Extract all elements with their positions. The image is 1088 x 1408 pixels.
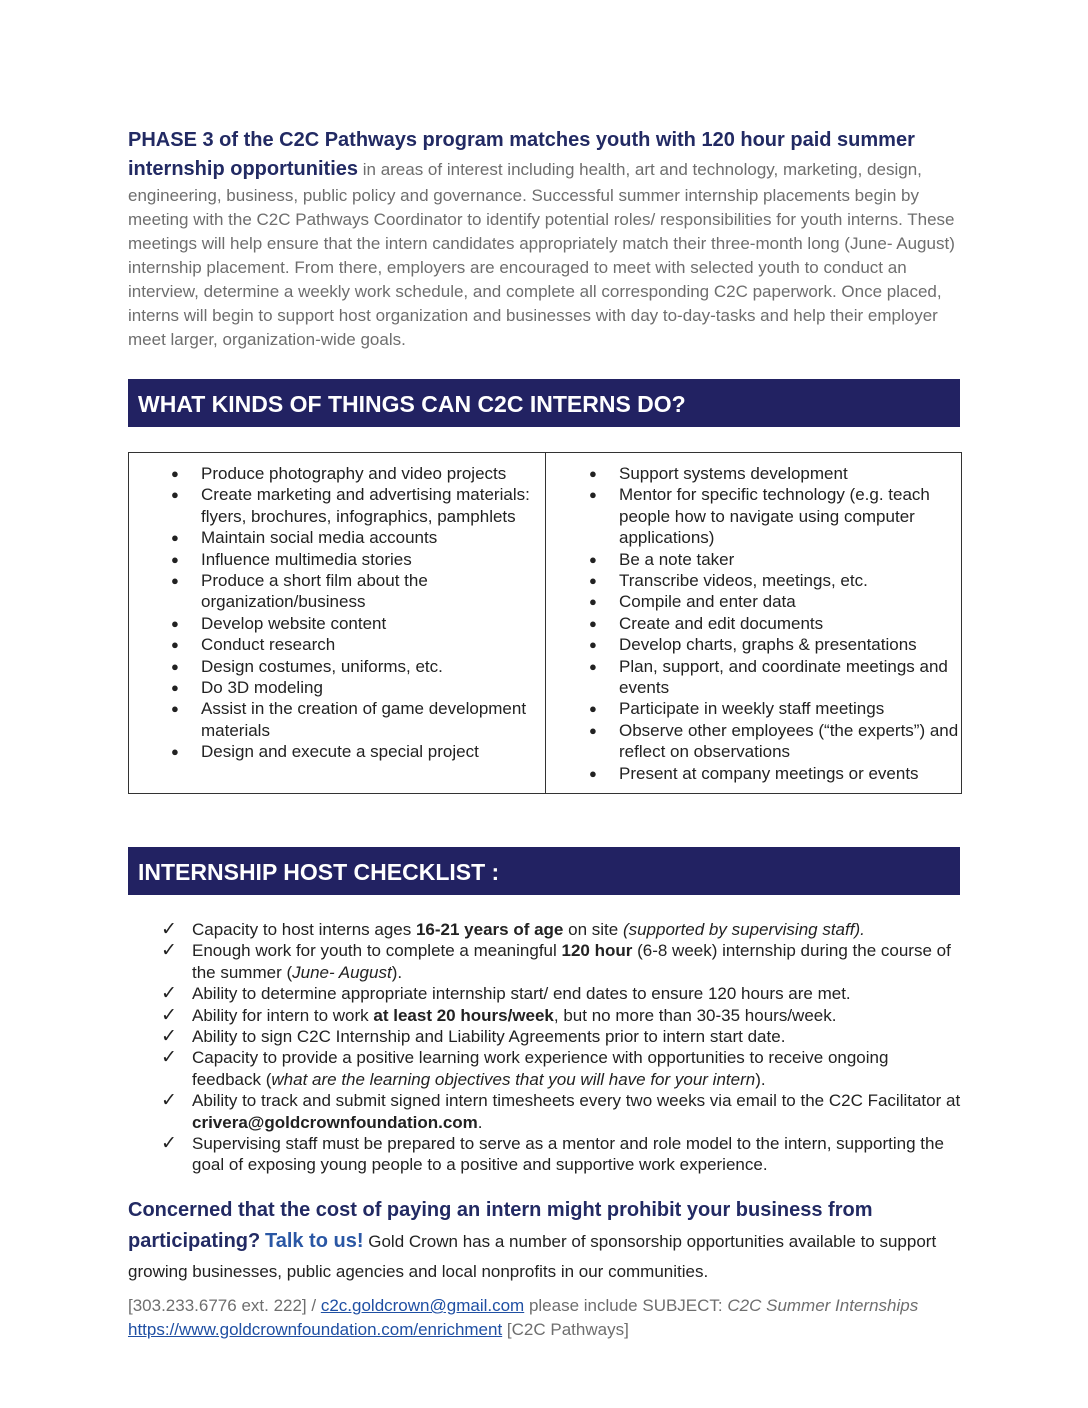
task-item: ● Plan, support, and coordinate meetings and events [589,656,948,698]
task-item: ● Conduct research [171,635,336,655]
task-item: ● Design and execute a special project [171,742,479,762]
task-item: ● Create marketing and advertising materials: flyers, brochures, infographics, pamphlets [171,485,530,526]
tasks-left-column [129,463,545,763]
task-item: ● Develop charts, graphs & presentations [589,635,917,655]
task-item: ● Produce a short film about the organization/business [171,571,428,612]
concern-body: Gold Crown has a number of sponsorship opportunities available to support growing businesses, public agencies and local nonprofits in our communities. [128,1232,937,1281]
bullet-dot-icon: ● [171,680,179,696]
contact-phone: [303.233.6776 ext. 222] / [128,1296,321,1315]
task-item: ● Develop website content [171,613,387,633]
task-item: ● Create and edit documents [589,613,824,633]
checklist-item: ✓ Ability to track and submit signed intern timesheets every two weeks via email to the C2C Facilitator at crivera@goldcrownfoundation.com. [161,1090,961,1132]
table-divider [545,453,546,793]
tasks-table [128,452,962,794]
bullet-dot-icon: ● [589,765,597,781]
checklist-item: ✓ Capacity to host interns ages 16-21 years of age on site (supported by supervising staff). [161,919,865,940]
checklist-item: ✓ Ability for intern to work at least 20 hours/week, but no more than 30-35 hours/week. [161,1004,837,1026]
checkmark-icon: ✓ [161,1026,177,1048]
task-item: ● Design costumes, uniforms, etc. [171,656,443,676]
contact-info: [303.233.6776 ext. 222] / c2c.goldcrown@gmail.com please include SUBJECT: C2C Summer Internships https://www.goldcrownfoundation.com/enrichment [C2C Pathways] [128,1296,919,1339]
section-banner-interns: WHAT KINDS OF THINGS CAN C2C INTERNS DO? [128,379,960,427]
bullet-dot-icon: ● [171,701,179,717]
bullet-dot-icon: ● [589,487,597,503]
talk-to-us: Talk to us! [264,1230,364,1252]
task-item: ● Observe other employees (“the experts”) and reflect on observations [589,720,959,762]
tasks-right-column [547,463,961,784]
task-item: ● Produce photography and video projects [171,464,507,483]
checkmark-icon: ✓ [161,1090,177,1112]
section-banner-checklist: INTERNSHIP HOST CHECKLIST : [128,847,960,895]
checklist-item: ✓ Enough work for youth to complete a meaningful 120 hour (6-8 week) internship during the course of the summer (June- August). [161,940,951,982]
phase-lead: PHASE 3 of the C2C Pathways program matches youth with 120 hour paid summer internship opportunities [128,129,915,180]
bullet-dot-icon: ● [171,637,179,653]
checklist-item: ✓ Capacity to provide a positive learning work experience with opportunities to receive ongoing feedback (what are the learning objectives that you will have for your intern). [161,1047,889,1089]
checkmark-icon: ✓ [161,919,177,940]
task-item: ● Compile and enter data [589,592,796,612]
checklist-item: ✓ Ability to sign C2C Internship and Liability Agreements prior to intern start date. [161,1026,786,1048]
bullet-dot-icon: ● [171,658,179,674]
task-item: ● Influence multimedia stories [171,549,412,569]
bullet-dot-icon: ● [171,551,179,567]
bullet-dot-icon: ● [589,573,597,589]
task-item: ● Assist in the creation of game development materials [171,699,527,740]
bullet-dot-icon: ● [589,658,597,674]
checkmark-icon: ✓ [161,1133,177,1155]
bullet-dot-icon: ● [171,615,179,631]
task-item: ● Maintain social media accounts [171,528,438,548]
concern-question: Concerned that the cost of paying an intern might prohibit your business from participating? [128,1199,873,1252]
checkmark-icon: ✓ [161,1047,177,1069]
intro-body: in areas of interest including health, art and technology, marketing, design, engineering, business, public policy and governance. Successful summer internship placements begin by meeting with the C2C Pathways Coordinator to identify potential roles/ responsibilities for youth interns. These meetings will help ensure that the intern candidates appropriately match their three-month long (June- August) internship placement. From there, employers are encouraged to meet with selected youth to conduct an interview, determine a weekly work schedule, and complete all corresponding C2C paperwork. Once placed, interns will begin to support host organization and businesses with day to-day-tasks and help their employer meet larger, organization-wide goals. [128,160,955,349]
checkmark-icon: ✓ [161,940,177,962]
email-link[interactable]: c2c.goldcrown@gmail.com [320,1296,525,1315]
bullet-dot-icon: ● [589,594,597,610]
task-item: ● Present at company meetings or events [589,763,919,783]
intro-paragraph [128,126,962,352]
bullet-dot-icon: ● [171,487,179,503]
bullet-dot-icon: ● [589,615,597,631]
task-item: ● Support systems development [589,464,848,483]
task-item: ● Participate in weekly staff meetings [589,699,885,719]
checkmark-icon: ✓ [161,1004,177,1026]
bullet-dot-icon: ● [589,637,597,653]
sponsorship-paragraph [128,1195,962,1287]
bullet-dot-icon: ● [589,466,597,481]
website-link[interactable]: https://www.goldcrownfoundation.com/enrichment [128,1320,503,1339]
task-item: ● Do 3D modeling [171,678,323,698]
bullet-dot-icon: ● [589,551,597,567]
task-item: ● Transcribe videos, meetings, etc. [589,571,868,591]
checklist-item: ✓ Ability to determine appropriate internship start/ end dates to ensure 120 hours are met. [161,983,851,1005]
bullet-dot-icon: ● [171,573,179,589]
bullet-dot-icon: ● [171,530,179,546]
bullet-dot-icon: ● [589,722,597,738]
task-item: ● Mentor for specific technology (e.g. teach people how to navigate using computer applications) [589,485,930,548]
bullet-dot-icon: ● [171,466,179,481]
task-item: ● Be a note taker [589,549,735,569]
bullet-dot-icon: ● [589,701,597,717]
bullet-dot-icon: ● [171,744,179,760]
checklist-item: ✓ Supervising staff must be prepared to serve as a mentor and role model to the intern, supporting the goal of exposing young people to a positive and supportive work experience. [161,1133,944,1175]
checkmark-icon: ✓ [161,983,177,1005]
host-checklist [128,919,962,1176]
email-subject: C2C Summer Internships [727,1296,919,1315]
